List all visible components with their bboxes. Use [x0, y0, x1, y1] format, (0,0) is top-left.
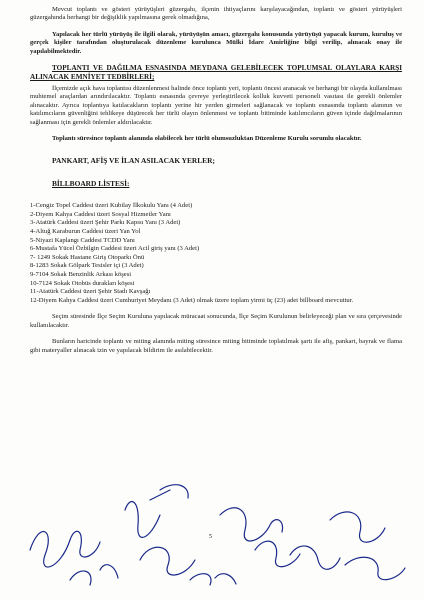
signature-5 — [190, 574, 236, 585]
list-item: 10-7124 Sokak Otobüs durakları köşesi — [30, 279, 135, 287]
paragraph-election-period: Seçim süresinde İlçe Seçim Kuruluna yapılacak müracaat sonucunda, İlçe Seçim Kurulunun belirleyeceği plan ve sıra çerçevesinde kullanılacaktır. — [30, 313, 402, 329]
list-item: 11-Atatürk Caddesi üzeri Şehir Stadı Kavşağı — [30, 288, 151, 296]
list-item: 7- 1249 Sokak Hastane Giriş Otoparkı Önü — [30, 253, 145, 261]
paragraph-security-measures: İlçemizde açık hava toplantısı düzenlenmesi halinde önce toplantı yeri, toplantı öncesi aranacak ve herhangi bir olayda kullanılması muhtemel araçlardan arındırılacaktır. Toplantı esnasında çevreye yerleştirilecek kolluk kuvveti personeli vasıtası ile gerekli önlemler alınacaktır. Ayrıca toplantıya katılacakların toplantı yerine hir yerden girmeleri sağlanacak ve toplantı esnasında toplantı alanının ve katılımcıların güvenliğini tehlikeye düşürecek her türlü olayın önlenmesi ve toplantı bitiminde katılımcıların güven içinde dağılmalarının sağlanması için gerekli önlemler aldırılacaktır. — [30, 85, 402, 126]
signature-6 — [220, 508, 283, 541]
security-measures-heading: TOPLANTI VE DAĞILMA ESNASINDA MEYDANA GELEBİLECEK TOPLUMSAL OLAYLARA KARŞI ALINACAK EMNİYET TEDBİRLERİ; — [30, 64, 402, 82]
paragraph-responsibility: Toplantı süresince toplantı alanında olabilecek her türlü olumsuzluktan Düzenleme Kurulu sorumlu olacaktır. — [52, 135, 362, 143]
list-item: 9-7104 Sokak Benzinlik Arkası köşesi — [30, 271, 132, 279]
page-number: 5 — [209, 534, 212, 540]
billboard-list — [30, 202, 402, 305]
list-item: 4-Altuğ Karaburun Caddesi üzeri Yan Yol — [30, 228, 141, 236]
paragraph-route: Mevcut toplantı ve gösteri yürüyüşleri güzergahı, ilçenin ihtiyaçlarını karşılayacağından, toplantı ve gösteri yürüyüşleri güzergahında herhangi bir değişiklik yapılmasına gerek olmadığına, — [30, 6, 402, 22]
list-item: 6-Mustafa Yücel Özbilgin Caddesi üzeri Acil giriş yanı (3 Adet) — [30, 245, 200, 253]
signature-10 — [345, 557, 405, 579]
list-item: 8-1283 Sokak Gölpark Tesisler içi (3 Adet) — [30, 262, 144, 270]
paragraph-materials: Bunların haricinde toplantı ve miting alanında miting süresince miting bitiminde toplatılmak şartı ile afiş, pankart, bayrak ve flama gibi materyaller alınacak izin ve yapılacak bildirim ile asılabilecektir. — [30, 338, 402, 354]
paragraph-march-approval: Yapılacak her türlü yürüyüş ile ilgili olarak, yürüyüşün amacı, güzergahı konusunda yürüyüşü yapacak kurum, kuruluş ve gerçek kişiler tarafından oluşturulacak düzenleme kurulunca Mülki İdare Amirliğine bilgi verilip, alınacak onay ile yapılabilmektedir. — [30, 30, 402, 55]
list-item: 12-Diyem Kahya Caddesi üzeri Cumhuriyet Meydanı (3 Adet) olmak üzere toplam yirmi üç (23) adet billboard mevcuttur. — [30, 296, 354, 304]
list-item: 3-Atatürk Caddesi üzeri Şehir Parkı Kapısı Yanı (3 Adet) — [30, 219, 181, 227]
list-item: 5-Niyazi Kaplangı Caddesi TCDD Yanı — [30, 236, 135, 244]
signature-11 — [160, 485, 188, 498]
list-item: 1-Cengiz Topel Caddesi üzeri Kubilay İlkokulu Yanı (4 Adet) — [30, 202, 193, 210]
list-item: 2-Diyem Kahya Caddesi üzeri Sosyal Hizmetler Yanı — [30, 210, 171, 218]
signature-4 — [140, 547, 195, 575]
billboard-list-title: BİLLBOARD LİSTESİ: — [52, 178, 130, 188]
signature-1 — [30, 531, 100, 567]
signature-3 — [125, 490, 170, 537]
signature-9 — [330, 512, 385, 542]
signatures — [0, 470, 424, 600]
poster-places-title: PANKART, AFİŞ VE İLAN ASILACAK YERLER; — [52, 156, 215, 166]
document-body — [30, 6, 402, 363]
signature-2 — [70, 565, 118, 585]
signature-7 — [255, 541, 300, 567]
